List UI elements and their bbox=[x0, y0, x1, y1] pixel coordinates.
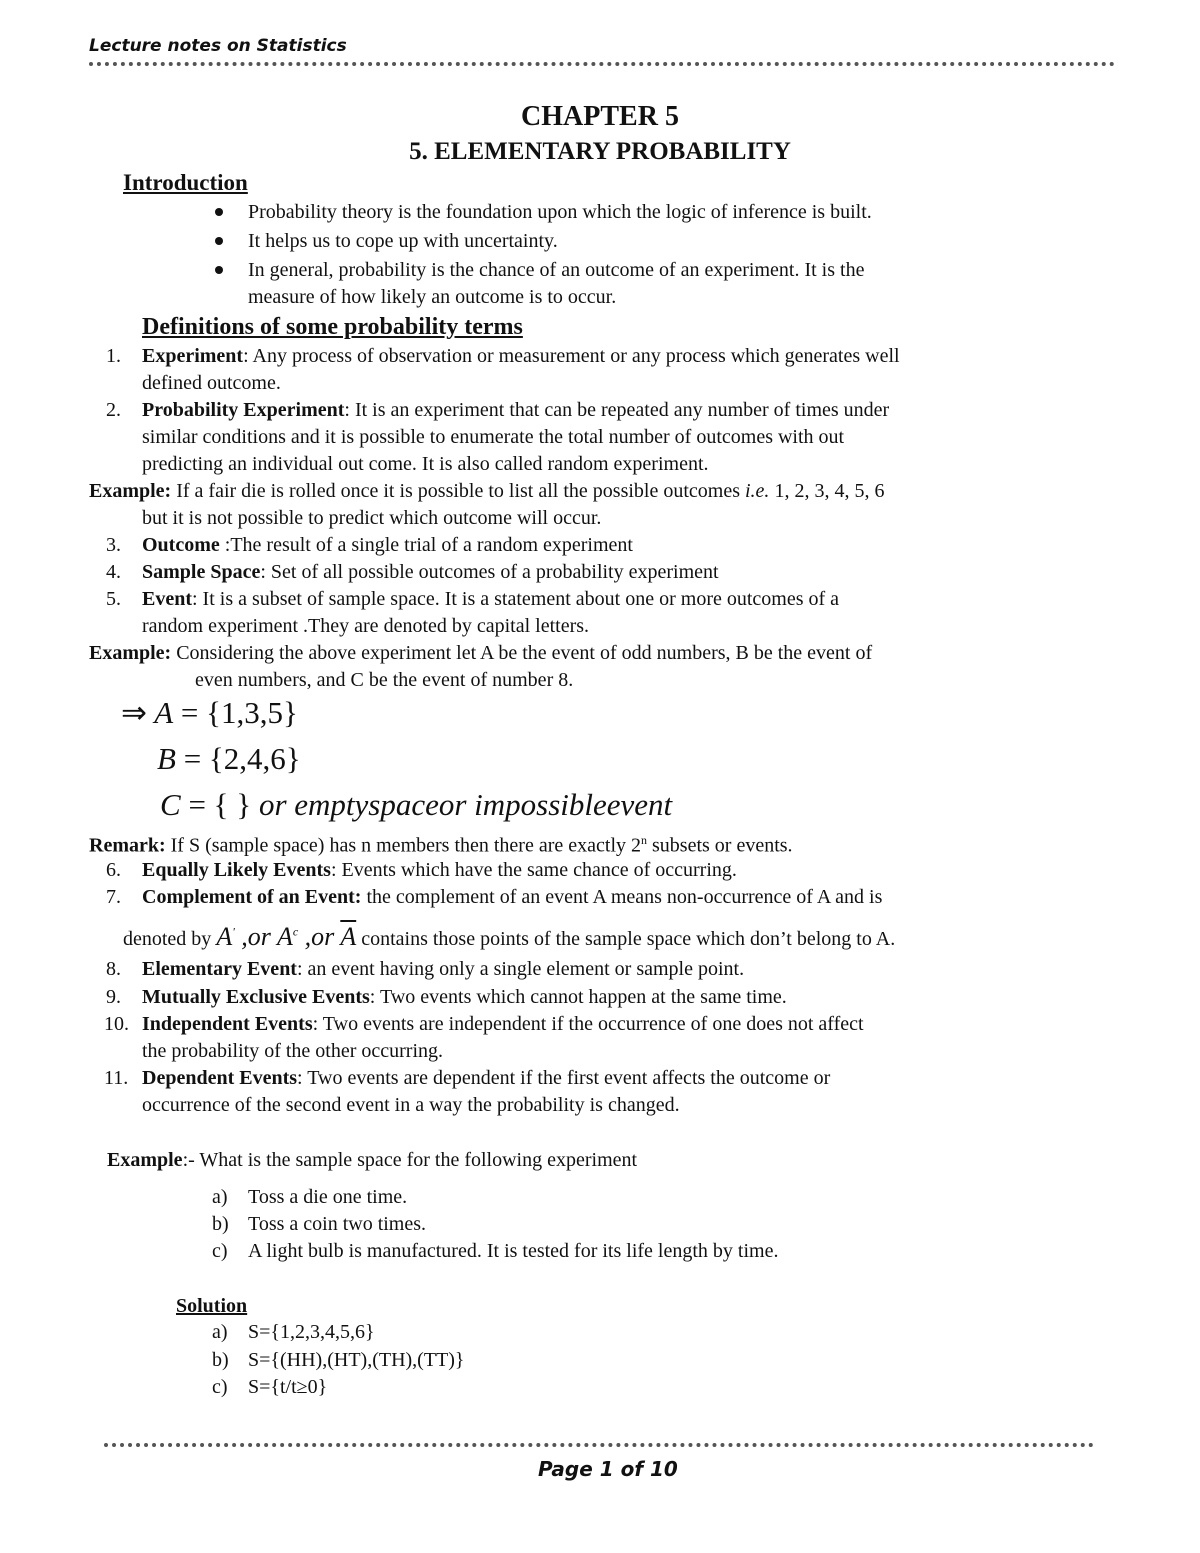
bullet-dot bbox=[215, 266, 223, 274]
example-events: Example: Considering the above experiment let A be the event of odd numbers, B be the event of bbox=[89, 642, 873, 664]
def-number: 6. bbox=[106, 859, 121, 881]
list-item: a) S={1,2,3,4,5,6} bbox=[212, 1321, 375, 1343]
def-number: 2. bbox=[106, 399, 121, 421]
bullet-dot bbox=[215, 237, 223, 245]
intro-heading: Introduction bbox=[123, 170, 248, 195]
def-experiment: Experiment: Any process of observation or measurement or any process which generates well bbox=[142, 345, 900, 367]
def-number: 3. bbox=[106, 534, 121, 556]
def-number: 11. bbox=[104, 1067, 129, 1089]
def-probability-experiment-cont2: predicting an individual out come. It is also called random experiment. bbox=[142, 453, 709, 475]
def-probability-experiment: Probability Experiment: It is an experiment that can be repeated any number of times under bbox=[142, 399, 890, 421]
def-dependent: Dependent Events: Two events are dependent if the first event affects the outcome or bbox=[142, 1067, 831, 1089]
list-item: b) Toss a coin two times. bbox=[212, 1213, 427, 1235]
bullet-dot bbox=[215, 208, 223, 216]
def-experiment-cont: defined outcome. bbox=[142, 372, 281, 394]
list-item: c) A light bulb is manufactured. It is tested for its life length by time. bbox=[212, 1240, 779, 1262]
intro-bullet-1: Probability theory is the foundation upon which the logic of inference is built. bbox=[248, 201, 872, 223]
running-header: Lecture notes on Statistics bbox=[89, 36, 347, 56]
def-sample-space: Sample Space: Set of all possible outcomes of a probability experiment bbox=[142, 561, 719, 583]
def-number: 7. bbox=[106, 886, 121, 908]
def-independent: Independent Events: Two events are independent if the occurrence of one does not affect bbox=[142, 1013, 864, 1035]
def-elementary-event: Elementary Event: an event having only a single element or sample point. bbox=[142, 958, 745, 980]
chapter-title: CHAPTER 5 bbox=[521, 101, 679, 132]
def-event-cont: random experiment .They are denoted by capital letters. bbox=[142, 615, 590, 637]
remark: Remark: If S (sample space) has n members then there are exactly 2$^n$ subsets or events. bbox=[89, 833, 793, 857]
intro-bullet-2: It helps us to cope up with uncertainty. bbox=[248, 230, 558, 252]
footer-divider bbox=[104, 1443, 1094, 1447]
example-events-cont: even numbers, and C be the event of number 8. bbox=[195, 669, 574, 691]
def-probability-experiment-cont1: similar conditions and it is possible to enumerate the total number of outcomes with out bbox=[142, 426, 845, 448]
def-complement: Complement of an Event: the complement of an event A means non-occurrence of A and is bbox=[142, 886, 883, 908]
example-sample-space: Example:- What is the sample space for the following experiment bbox=[107, 1149, 638, 1171]
intro-bullet-3: In general, probability is the chance of an outcome of an experiment. It is the bbox=[248, 259, 865, 281]
def-number: 9. bbox=[106, 986, 121, 1008]
def-dependent-cont: occurrence of the second event in a way the probability is changed. bbox=[142, 1094, 680, 1116]
def-independent-cont: the probability of the other occurring. bbox=[142, 1040, 444, 1062]
set-a-equation: ⇒ A = {1,3,5} bbox=[121, 695, 298, 730]
def-number: 1. bbox=[106, 345, 121, 367]
def-event: Event: It is a subset of sample space. It is a statement about one or more outcomes of a bbox=[142, 588, 840, 610]
list-item: c) S={t/t≥0} bbox=[212, 1376, 328, 1398]
page-number: Page 1 of 10 bbox=[538, 1457, 678, 1481]
def-outcome: Outcome :The result of a single trial of a random experiment bbox=[142, 534, 633, 556]
set-b-equation: B = {2,4,6} bbox=[157, 741, 301, 776]
def-mutually-exclusive: Mutually Exclusive Events: Two events which cannot happen at the same time. bbox=[142, 986, 787, 1008]
def-number: 8. bbox=[106, 958, 121, 980]
example-die-cont: but it is not possible to predict which outcome will occur. bbox=[142, 507, 602, 529]
def-number: 10. bbox=[104, 1013, 129, 1035]
header-divider bbox=[89, 62, 1115, 66]
chapter-subtitle: 5. ELEMENTARY PROBABILITY bbox=[409, 138, 791, 165]
def-number: 4. bbox=[106, 561, 121, 583]
def-equally-likely: Equally Likely Events: Events which have the same chance of occurring. bbox=[142, 859, 737, 881]
example-die: Example: If a fair die is rolled once it is possible to list all the possible outcomes i.e. 1, 2, 3, 4, 5, 6 bbox=[89, 480, 885, 502]
definitions-heading: Definitions of some probability terms bbox=[142, 314, 523, 340]
set-c-equation: C = { } or emptyspaceor impossibleevent bbox=[160, 787, 673, 822]
def-number: 5. bbox=[106, 588, 121, 610]
list-item: b) S={(HH),(HT),(TH),(TT)} bbox=[212, 1349, 465, 1371]
def-complement-notation: denoted by A' ,or $A^c$ ,or $\overline{A}$ contains those points of the sample space which don’t belong to A. bbox=[123, 922, 896, 951]
list-item: a) Toss a die one time. bbox=[212, 1186, 408, 1208]
solution-heading: Solution bbox=[176, 1295, 248, 1317]
intro-bullet-3-cont: measure of how likely an outcome is to occur. bbox=[248, 286, 617, 308]
